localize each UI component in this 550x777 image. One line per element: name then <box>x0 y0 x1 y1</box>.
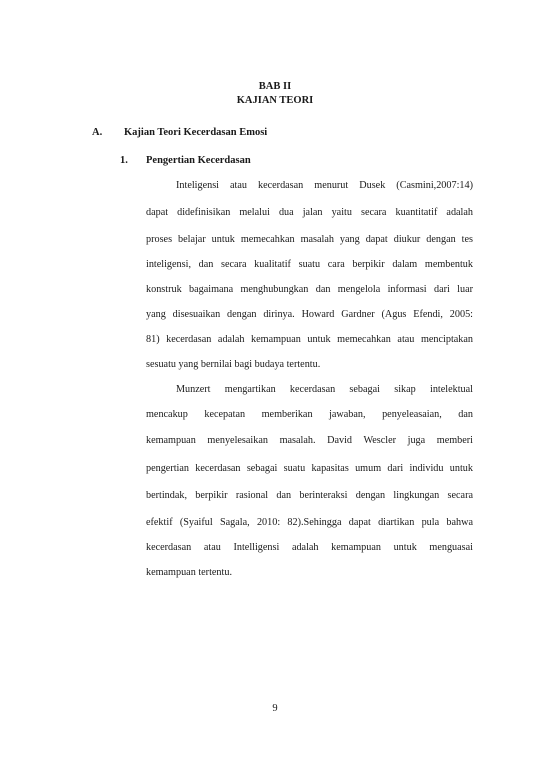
paragraph-2-line: efektif (Syaiful Sagala, 2010: 82).Sehingga dapat diartikan pula bahwa <box>146 517 473 528</box>
paragraph-1-line: inteligensi, dan secara kualitatif suatu cara berpikir dalam membentuk <box>146 259 473 270</box>
paragraph-1-line: yang disesuaikan dengan dirinya. Howard Gardner (Agus Efendi, 2005: <box>146 309 473 320</box>
paragraph-1-line: 81) kecerdasan adalah kemampuan untuk memecahkan atau menciptakan <box>146 334 473 345</box>
paragraph-2-line: Munzert mengartikan kecerdasan sebagai sikap intelektual <box>176 384 473 395</box>
paragraph-2-line: kemampuan tertentu. <box>146 567 232 578</box>
paragraph-1-line: Inteligensi atau kecerdasan menurut Dusek (Casmini,2007:14) <box>176 180 473 191</box>
chapter-title: KAJIAN TEORI <box>236 95 314 106</box>
paragraph-1-line: proses belajar untuk memecahkan masalah yang dapat diukur dengan tes <box>146 234 473 245</box>
subsection-heading-1 <box>120 155 251 166</box>
paragraph-1-line: sesuatu yang bernilai bagi budaya tertentu. <box>146 359 321 370</box>
subsection-title: Pengertian Kecerdasan <box>146 155 251 166</box>
paragraph-2-line: bertindak, berpikir rasional dan berinteraksi dengan lingkungan secara <box>146 490 473 501</box>
paragraph-2-line: pengertian kecerdasan sebagai suatu kapasitas umum dari individu untuk <box>146 463 473 474</box>
chapter-number: BAB II <box>258 81 292 92</box>
paragraph-1-line: dapat didefinisikan melalui dua jalan yaitu secara kuantitatif adalah <box>146 207 473 218</box>
paragraph-2-line: kecerdasan atau Intelligensi adalah kemampuan untuk menguasai <box>146 542 473 553</box>
paragraph-1-line: konstruk bagaimana menghubungkan dan mengelola informasi dari luar <box>146 284 473 295</box>
section-title: Kajian Teori Kecerdasan Emosi <box>124 127 268 138</box>
page-number: 9 <box>272 703 278 714</box>
subsection-marker: 1. <box>120 155 128 166</box>
paragraph-2-line: mencakup kecepatan memberikan jawaban, penyeleasaian, dan <box>146 409 473 420</box>
paragraph-2-line: kemampuan menyelesaikan masalah. David Wescler juga memberi <box>146 435 473 446</box>
section-marker: A. <box>92 127 103 138</box>
section-heading-a <box>92 127 267 138</box>
